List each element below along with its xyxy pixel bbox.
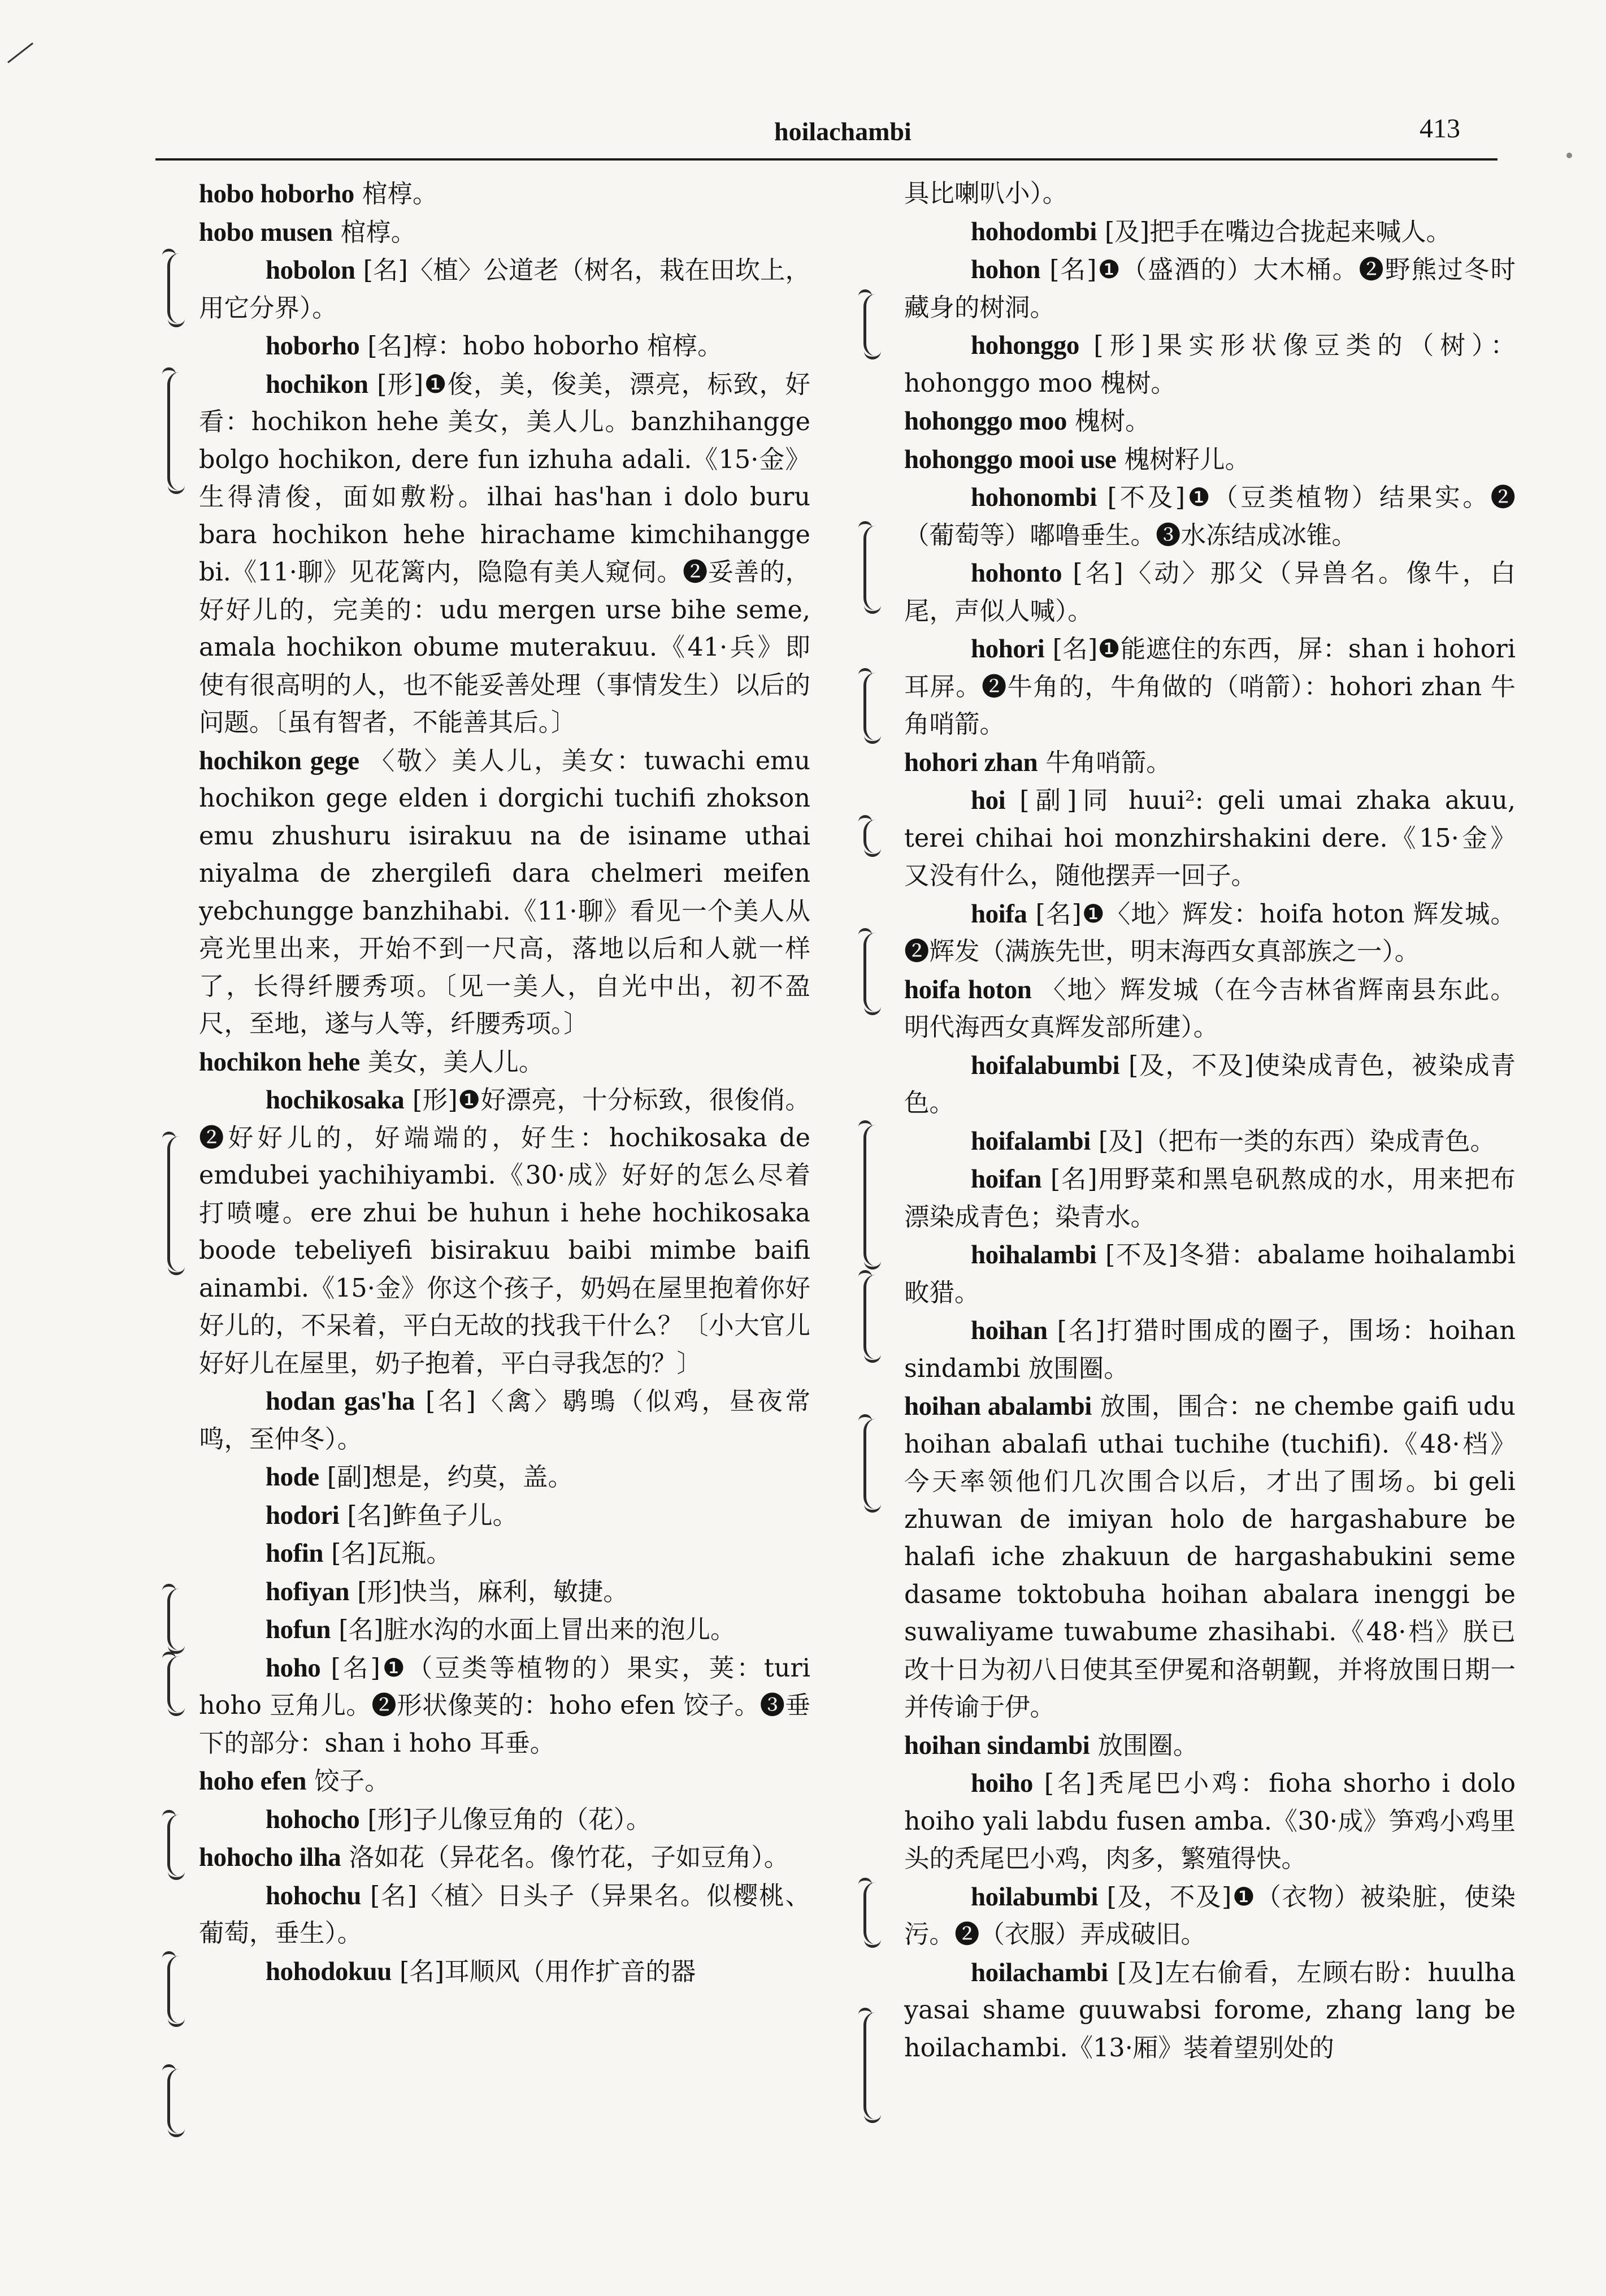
entry-headword: hoihalambi <box>971 1240 1097 1270</box>
entry-headword: hoborho <box>266 331 360 361</box>
entry-definition: 棺椁。 <box>354 180 438 209</box>
dictionary-entry <box>199 1839 810 1877</box>
dictionary-entry <box>904 1727 1516 1765</box>
entry-definition: [形]快当，麻利，敏捷。 <box>349 1577 628 1606</box>
dictionary-entry <box>904 782 1516 895</box>
entry-headword: hohonto <box>971 558 1062 588</box>
mongolian-script-glyph <box>167 1136 193 1272</box>
dictionary-entry <box>904 1765 1516 1878</box>
entry-headword: hohonggo <box>971 331 1079 360</box>
entry-headword: hofun <box>266 1615 331 1644</box>
entry-headword: hoiho <box>971 1769 1033 1798</box>
dictionary-entry <box>904 1160 1516 1236</box>
entry-definition: [名]用野菜和黑皂矾熬成的水，用来把布漂染成青色；染青水。 <box>904 1165 1516 1232</box>
entry-headword: hohodokuu <box>266 1956 392 1986</box>
entry-headword: hoifan <box>971 1164 1041 1194</box>
entry-headword: hobolon <box>266 255 355 285</box>
entry-definition: [及]左右偷看，左顾右盼：huulha yasai shame guuwabsi forome, zhang lang be hoilachambi.《13·厢》装着望别处的 <box>904 1958 1516 2063</box>
mongolian-script-glyph <box>863 2012 889 2120</box>
entry-definition: [名]❶（豆类等植物的）果实，荚：turi hoho 豆角儿。❷形状像荚的：hoho efen 饺子。❸垂下的部分：shan i hoho 耳垂。 <box>199 1653 810 1758</box>
entry-headword: hohon <box>971 255 1040 284</box>
entry-definition: [名]〈禽〉鹖鴠（似鸡，昼夜常鸣，至仲冬）。 <box>199 1387 810 1454</box>
entry-headword: hobo musen <box>199 217 333 247</box>
entry-headword: hohocho ilha <box>199 1843 341 1872</box>
dictionary-entry <box>199 1081 810 1383</box>
dictionary-entry <box>904 630 1516 744</box>
dictionary-entry <box>199 252 810 327</box>
right-column <box>904 175 1516 2067</box>
mongolian-script-glyph <box>167 1656 193 1713</box>
entry-definition: [名]椁：hobo hoborho 棺椁。 <box>359 332 723 361</box>
mongolian-script-glyph <box>863 1125 889 1266</box>
mongolian-script-glyph <box>863 820 889 854</box>
entry-definition: [名]❶〈地〉辉发：hoifa hoton 辉发城。❷辉发（满族先世，明末海西女真部族之一）。 <box>904 899 1516 966</box>
entry-definition: 洛如花（异花名。像竹花，子如豆角）。 <box>341 1843 789 1872</box>
entry-headword: hoihan <box>971 1316 1048 1345</box>
guide-word: hoilachambi <box>774 117 911 146</box>
dictionary-entry <box>904 744 1516 782</box>
dictionary-entry <box>904 175 1516 213</box>
dictionary-entry <box>904 895 1516 971</box>
entry-definition: [副]想是，约莫，盖。 <box>319 1463 574 1492</box>
dictionary-entry <box>199 214 810 252</box>
entry-definition: [形]❶俊，美，俊美，漂亮，标致，好看：hochikon hehe 美女，美人儿。banzhihangge bolgo hochikon, dere fun izhuha adali.《15·金》生得清俊，面如敷粉。ilhai has'han i dolo buru bara hochikon hehe hirachame kimchihangge bi.《11·聊》见花篱内，隐隐有美人窥伺。❷妥善的，好好儿的，完美的：udu mergen urse bihe seme, amala hochikon obume muterakuu.《41·兵》即使有很高明的人，也不能妥善处理（事情发生）以后的问题。〔虽有智者，不能善其后。〕 <box>199 370 810 737</box>
dictionary-entry <box>199 1535 810 1573</box>
dictionary-entry <box>904 1123 1516 1161</box>
dictionary-entry <box>904 1388 1516 1727</box>
entry-definition: 〈地〉辉发城（在今吉林省辉南县东此。明代海西女真辉发部所建）。 <box>904 975 1516 1042</box>
mongolian-script-glyph <box>167 1588 193 1650</box>
scan-speck <box>1566 153 1572 158</box>
entry-definition: [名]〈植〉日头子（异果名。似樱桃、葡萄，垂生）。 <box>199 1881 810 1948</box>
entry-headword: hochikon hehe <box>199 1047 360 1077</box>
entry-headword: hobo hoborho <box>199 179 354 209</box>
entry-headword: hofiyan <box>266 1576 349 1606</box>
entry-definition: 棺椁。 <box>332 218 416 247</box>
entry-headword: hochikon gege <box>199 746 359 776</box>
entry-definition: [名]鲊鱼子儿。 <box>339 1501 518 1530</box>
dictionary-entry <box>199 1383 810 1458</box>
dictionary-entry <box>199 1953 810 1991</box>
entry-headword: hohonggo mooi use <box>904 444 1117 474</box>
dictionary-entry <box>199 1573 810 1611</box>
dictionary-entry <box>904 971 1516 1047</box>
dictionary-entry <box>199 742 810 1043</box>
dictionary-entry <box>199 1801 810 1839</box>
dictionary-entry <box>199 1611 810 1649</box>
mongolian-script-glyph <box>167 1956 193 2024</box>
mongolian-script-glyph <box>863 673 889 740</box>
dictionary-entry <box>904 1312 1516 1388</box>
entry-definition: [名]❶（盛酒的）大木桶。❷野熊过冬时藏身的树洞。 <box>904 255 1516 322</box>
entry-headword: hochikon <box>266 369 368 399</box>
left-column <box>199 175 810 1991</box>
entry-headword: hohocho <box>266 1804 360 1834</box>
dictionary-entry <box>199 1877 810 1953</box>
entry-headword: hoi <box>971 786 1006 815</box>
entry-definition: [名]瓦瓶。 <box>323 1539 452 1568</box>
entry-definition: 美女，美人儿。 <box>359 1047 544 1077</box>
dictionary-entry <box>904 441 1516 479</box>
entry-headword: hoifa hoton <box>904 974 1032 1004</box>
entry-definition: [不及]冬猎：abalame hoihalambi 畋猎。 <box>904 1241 1516 1307</box>
entry-headword: hochikosaka <box>266 1085 405 1115</box>
pencil-mark <box>7 42 33 63</box>
entry-definition: 具比喇叭小）。 <box>904 179 1068 208</box>
entry-definition: [名]〈植〉公道老（树名，栽在田坎上，用它分界）。 <box>199 256 810 323</box>
entry-definition: [形]❶好漂亮，十分标致，很俊俏。❷好好儿的，好端端的，好生：hochikosaka de emdubei yachihiyambi.《30·成》好好的怎么尽着打喷嚏。ere zhui be huhun i hehe hochikosaka boode tebeliyefi bisirakuu baibi mimbe baifi ainambi.《15·金》你这个孩子，奶妈在屋里抱着你好好儿的，不呆着，平白无故的找我干什么？〔小大官儿好好儿在屋里，奶子抱着，平白寻我怎的？〕 <box>199 1086 810 1378</box>
dictionary-entry <box>904 402 1516 441</box>
mongolian-script-glyph <box>863 1882 889 1944</box>
dictionary-entry <box>904 251 1516 327</box>
dictionary-entry <box>904 1954 1516 2068</box>
mongolian-script-glyph <box>863 526 889 610</box>
entry-headword: hodan gas'ha <box>266 1387 415 1416</box>
entry-definition: [及，不及]❶（衣物）被染脏，使染污。❷（衣服）弄成破旧。 <box>904 1882 1516 1949</box>
dictionary-entry <box>904 1878 1516 1954</box>
entry-headword: hohochu <box>266 1881 361 1911</box>
dictionary-entry <box>904 213 1516 252</box>
dictionary-entry <box>199 327 810 366</box>
entry-headword: hode <box>266 1462 319 1492</box>
entry-definition: 牛角哨箭。 <box>1038 748 1171 777</box>
mongolian-script-glyph <box>863 294 889 356</box>
dictionary-entry <box>904 1047 1516 1123</box>
entry-headword: hoilachambi <box>971 1957 1108 1987</box>
entry-definition: [名]打猎时围成的圈子，围场：hoihan sindambi 放围圈。 <box>904 1316 1516 1383</box>
mongolian-script-glyph <box>167 1814 193 1877</box>
entry-definition: [副]同 huui²: geli umai zhaka akuu, terei chihai hoi monzhirshakini dere.《15·金》又没有什么，随他摆弄一回子。 <box>904 786 1516 890</box>
entry-definition: 放围，围合：ne chembe gaifi udu hoihan abalafi uthai tuchihe (tuchifi).《48·档》今天率领他们几次围合以后，才出了围场。bi geli zhuwan de imiyan holo de hargashabure be halafi iche zhakuun de hargashabukini seme dasame toktobuha hoihan abalara inenggi be suwaliyame tuwabume zhasihabi.《48·档》朕已改十日为初八日使其至伊冕和洛朝觐，并将放围日期一并传谕于伊。 <box>904 1392 1516 1722</box>
mongolian-script-glyph <box>863 1275 889 1359</box>
entry-definition: [名]脏水沟的水面上冒出来的泡儿。 <box>331 1615 736 1644</box>
page-number: 413 <box>1420 114 1460 144</box>
entry-headword: hoifalabumbi <box>971 1050 1120 1080</box>
entry-headword: hohori zhan <box>904 747 1038 777</box>
entry-definition: 饺子。 <box>306 1767 390 1796</box>
entry-headword: hoho <box>266 1653 321 1683</box>
dictionary-entry <box>199 1762 810 1801</box>
dictionary-entry <box>904 327 1516 402</box>
entry-headword: hoifalambi <box>971 1126 1091 1156</box>
entry-headword: hohodombi <box>971 216 1097 246</box>
entry-definition: [及]把手在嘴边合拢起来喊人。 <box>1096 217 1452 246</box>
entry-definition: [形]子儿像豆角的（花）。 <box>359 1805 652 1834</box>
entry-definition: [名]秃尾巴小鸡：fioha shorho i dolo hoiho yali labdu fusen amba.《30·成》笋鸡小鸡里头的秃尾巴小鸡，肉多，繁殖得快。 <box>904 1769 1516 1873</box>
dictionary-entry <box>199 1043 810 1082</box>
mongolian-script-glyph <box>167 372 193 491</box>
mongolian-script-glyph <box>167 253 193 324</box>
mongolian-script-glyph <box>167 2069 193 2134</box>
entry-headword: hoifa <box>971 899 1027 929</box>
entry-headword: hofin <box>266 1539 323 1568</box>
entry-definition: 槐树。 <box>1066 407 1151 436</box>
dictionary-entry <box>904 554 1516 630</box>
dictionary-entry <box>199 366 810 742</box>
entry-definition: [及]（把布一类的东西）染成青色。 <box>1090 1127 1496 1156</box>
entry-headword: hoho efen <box>199 1766 307 1796</box>
dictionary-entry <box>904 1236 1516 1312</box>
entry-definition: [不及]❶（豆类植物）结果实。❷（葡萄等）嘟噜垂生。❸水冻结成冰锥。 <box>904 483 1516 550</box>
entry-definition: [形]果实形状像豆类的（树）：hohonggo moo 槐树。 <box>904 331 1516 398</box>
entry-headword: hohonombi <box>971 483 1097 512</box>
dictionary-entry <box>199 1649 810 1763</box>
dictionary-entry <box>904 479 1516 554</box>
entry-headword: hoihan abalambi <box>904 1392 1092 1421</box>
entry-headword: hoihan sindambi <box>904 1730 1090 1760</box>
entry-headword: hoilabumbi <box>971 1882 1098 1912</box>
entry-headword: hohori <box>971 634 1045 664</box>
dictionary-entry <box>199 1458 810 1497</box>
mongolian-script-glyph <box>863 933 889 1012</box>
dictionary-entry <box>199 175 810 214</box>
entry-headword: hohonggo moo <box>904 406 1067 436</box>
dictionary-entry <box>199 1497 810 1535</box>
header-rule <box>155 158 1498 161</box>
entry-definition: [名]耳顺风（用作扩音的器 <box>391 1957 696 1986</box>
entry-definition: [名]❶能遮住的东西，屏：shan i hohori 耳屏。❷牛角的，牛角做的（哨箭）：hohori zhan 牛角哨箭。 <box>904 635 1516 739</box>
entry-definition: 放围圈。 <box>1090 1731 1199 1760</box>
entry-definition: 〈敬〉美人儿，美女：tuwachi emu hochikon gege elden i dorgichi tuchifi zhokson emu zhushuru isirakuu na de isiname uthai niyalma de zhergilefi dara chelmeri meifen yebchungge banzhihabi.《11·聊》看见一个美人从亮光里出来，开始不到一尺高，落地以后和人就一样了，长得纤腰秀项。〔见一美人，自光中出，初不盈尺，至地，遂与人等，纤腰秀项。〕 <box>199 746 810 1038</box>
entry-definition: 槐树籽儿。 <box>1116 445 1251 474</box>
entry-definition: [名]〈动〉那父（异兽名。像牛，白尾，声似人喊）。 <box>904 559 1516 626</box>
entry-headword: hodori <box>266 1500 340 1530</box>
entry-definition: [及，不及]使染成青色，被染成青色。 <box>904 1051 1516 1117</box>
mongolian-script-glyph <box>863 1419 889 1509</box>
